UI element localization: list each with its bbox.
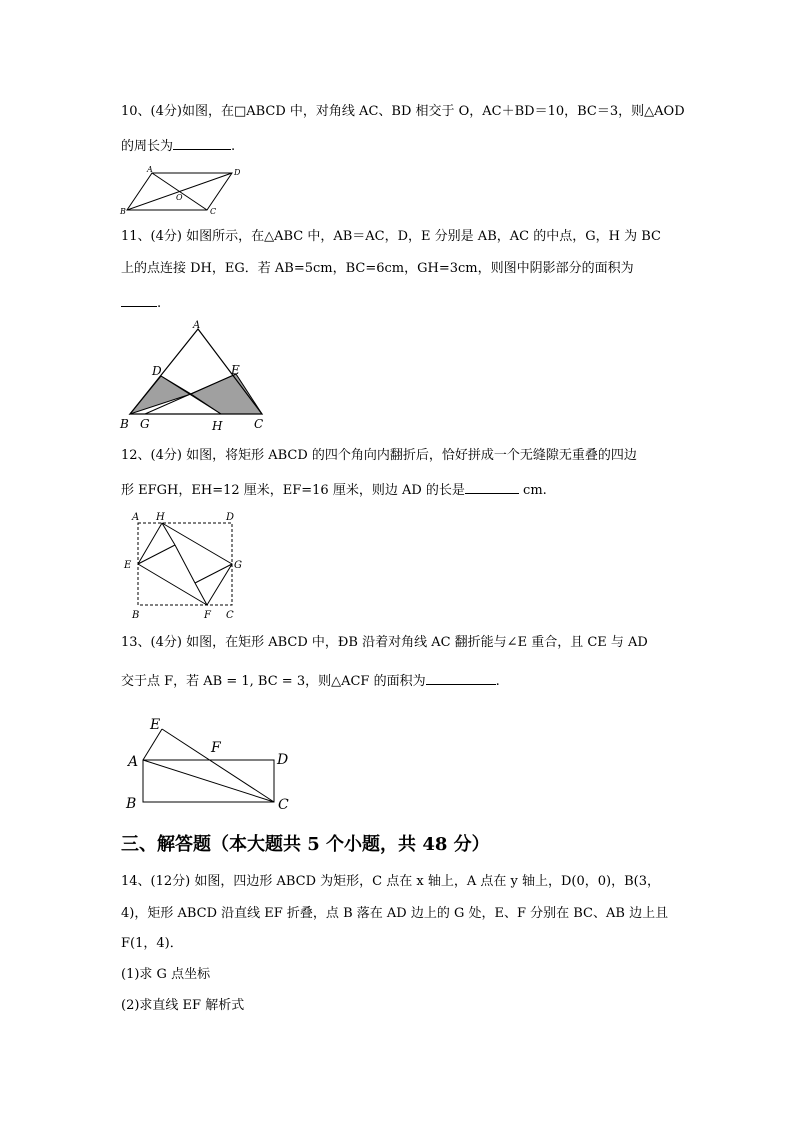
q11-label-c: C	[254, 417, 264, 431]
q10-label-c: C	[210, 207, 217, 216]
q11-text-line3	[121, 292, 161, 313]
q13-line2-prefix: 交于点 F，若 AB = 1, BC = 3，则△ACF 的面积为	[121, 674, 426, 689]
q11-answer-blank	[121, 292, 157, 307]
q13-label-f: F	[211, 740, 221, 756]
q10-diagonal-bd	[127, 173, 232, 210]
q13-segment-ae	[143, 729, 162, 760]
q11-label-g: G	[140, 417, 150, 431]
q10-text-line1: 10、(4分)如图，在□ABCD 中，对角线 AC、BD 相交于 O，AC＋BD＝10，BC＝3，则△AOD	[121, 104, 685, 119]
q12-fold-line-5	[175, 545, 195, 583]
q12-text-line2	[121, 479, 547, 500]
q11-label-h: H	[212, 419, 223, 433]
q12-label-g: G	[234, 560, 242, 571]
q10-parallelogram-figure	[115, 163, 255, 218]
q11-label-e: E	[231, 363, 240, 377]
q11-line3-suffix: .	[157, 296, 162, 311]
q12-text-line1: 12、(4分) 如图，将矩形 ABCD 的四个角向内翻折后，恰好拼成一个无缝隙无重叠的四边	[121, 448, 637, 463]
q12-line2-prefix: 形 EFGH，EH=12 厘米，EF=16 厘米，则边 AD 的长是	[121, 483, 465, 498]
q13-label-c: C	[278, 797, 289, 813]
q13-fold-figure	[122, 712, 302, 817]
q12-label-d: D	[226, 512, 235, 523]
q13-label-a: A	[128, 754, 139, 770]
q12-answer-blank	[465, 479, 519, 494]
q13-text-line2	[121, 670, 500, 691]
q10-label-a: A	[147, 165, 153, 174]
q11-label-a: A	[193, 320, 201, 331]
q14-subquestion-2: (2)求直线 EF 解析式	[121, 998, 245, 1013]
q10-answer-blank	[173, 135, 231, 150]
q11-label-b: B	[120, 417, 129, 431]
q11-shaded-left	[130, 376, 191, 414]
q13-label-d: D	[277, 752, 289, 768]
q13-label-e: E	[150, 717, 161, 733]
q11-text-line2: 上的点连接 DH，EG．若 AB=5cm，BC=6cm，GH=3cm，则图中阴影部分的面积为	[121, 261, 634, 276]
q10-line2-suffix: .	[231, 139, 236, 154]
q11-shaded-right	[191, 374, 262, 414]
q10-label-o: O	[176, 193, 183, 202]
q12-line2-suffix: cm.	[518, 483, 547, 498]
q13-answer-blank	[426, 670, 496, 685]
q11-label-d: D	[152, 364, 162, 378]
q11-triangle-figure	[115, 318, 275, 433]
q12-label-h: H	[156, 512, 165, 523]
q14-text-line2: 4)，矩形 ABCD 沿直线 EF 折叠，点 B 落在 AD 边上的 G 处，E、F 分别在 BC、AB 边上且	[121, 906, 669, 921]
q10-label-d: D	[234, 168, 241, 177]
q13-line2-suffix: .	[495, 674, 500, 689]
q12-label-a: A	[132, 512, 140, 523]
q12-label-b: B	[132, 610, 140, 621]
q12-label-c: C	[226, 610, 234, 621]
q13-label-b: B	[126, 796, 137, 812]
q14-text-line3: F(1，4)．	[121, 936, 183, 951]
q11-text-line1: 11、(4分) 如图所示，在△ABC 中，AB＝AC，D，E 分别是 AB，AC 的中点，G，H 为 BC	[121, 229, 661, 244]
q10-label-b: B	[120, 207, 126, 216]
q10-line2-prefix: 的周长为	[121, 139, 174, 154]
q13-text-line1: 13、(4分) 如图，在矩形 ABCD 中，ÐB 沿着对角线 AC 翻折能与∠E 重合，且 CE 与 AD	[121, 635, 648, 650]
q14-text-line1: 14、(12分) 如图，四边形 ABCD 为矩形，C 点在 x 轴上，A 点在 y 轴上，D(0，0)，B(3，	[121, 874, 660, 889]
q14-subquestion-1: (1)求 G 点坐标	[121, 967, 211, 982]
q13-diagonal-ac	[143, 760, 274, 802]
q12-label-f: F	[204, 610, 211, 621]
q12-rectangle-figure	[118, 506, 248, 626]
section-3-title: 三、解答题（本大题共 5 个小题，共 48 分）	[121, 834, 490, 855]
q10-text-line2	[121, 135, 235, 156]
q12-label-e: E	[124, 560, 132, 571]
